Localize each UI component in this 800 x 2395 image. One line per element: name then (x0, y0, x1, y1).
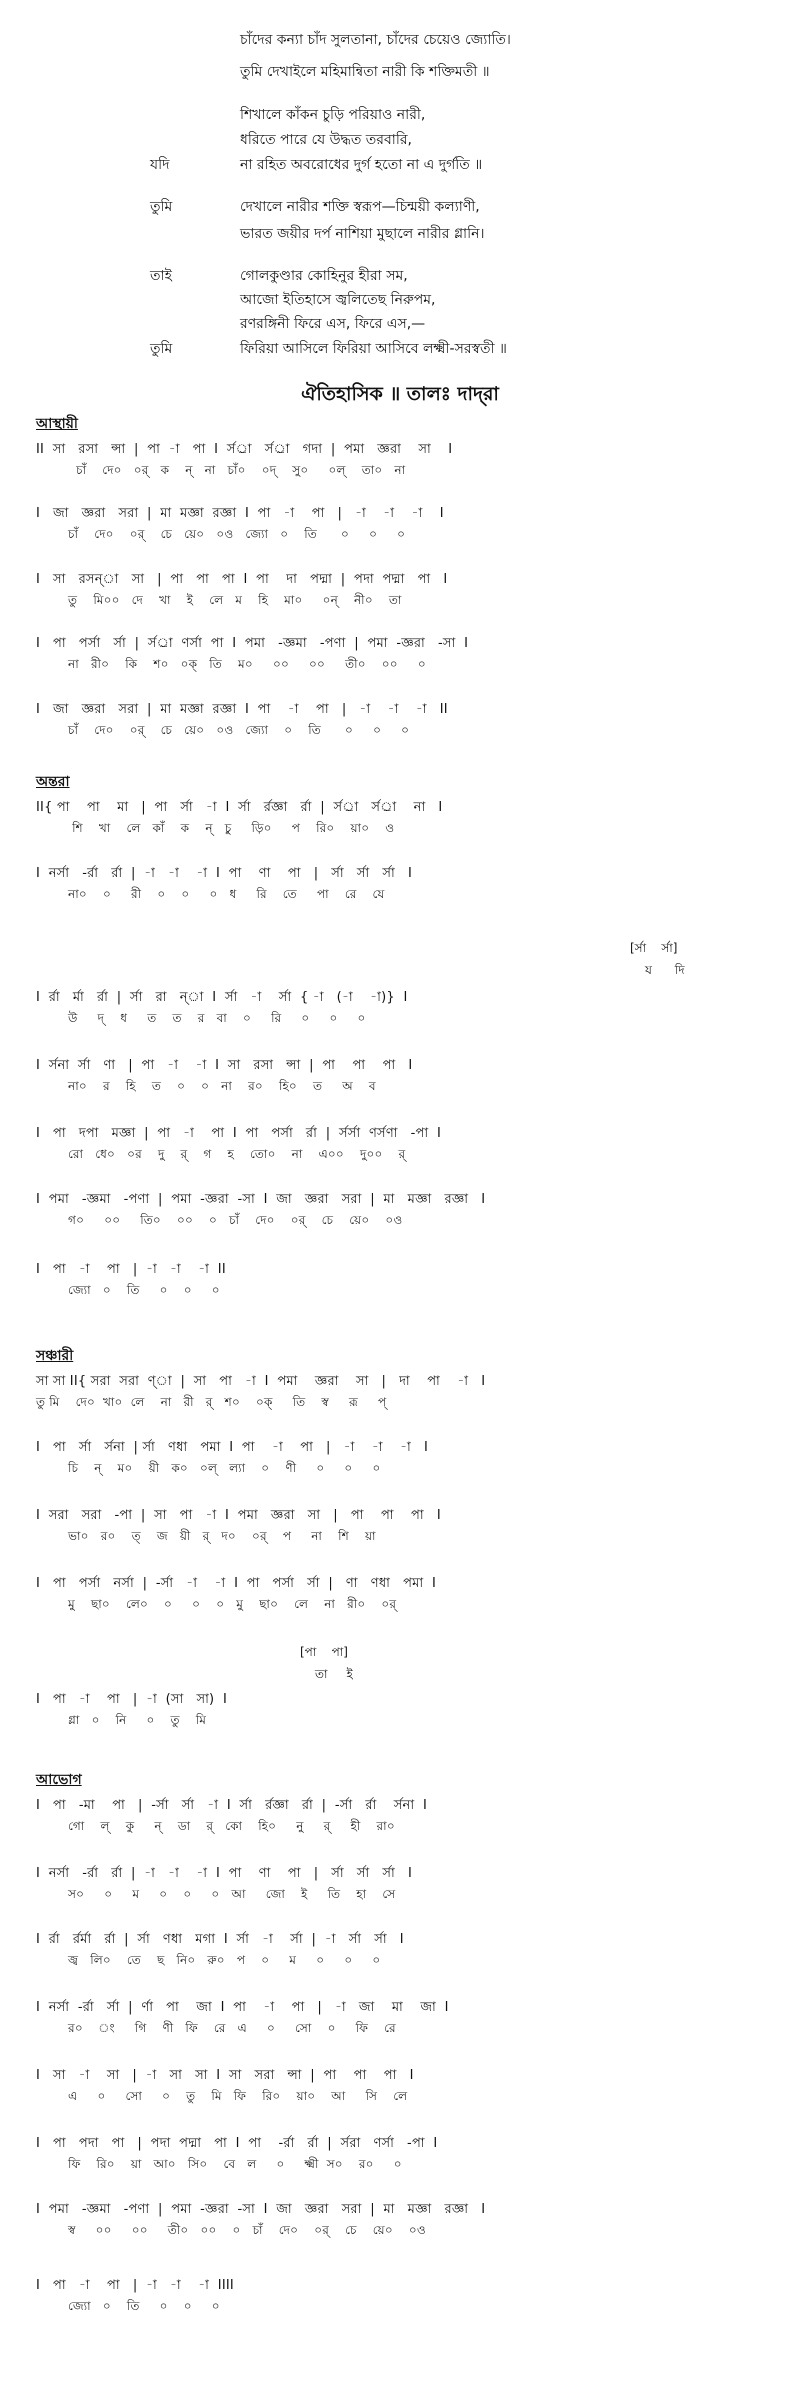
syllable-row: জ্ব লি০ তে ছ নি০ রু০ প ০ ম ০ ০ ০ (52, 1953, 381, 1967)
lyric-line (150, 337, 507, 361)
piece-title: ঐতিহাসিক ॥ তালঃ দাদ্‌রা (301, 383, 499, 405)
notation-row: I র্রা র্মা র্রা | র্সা রা ন্া I র্সা -া র্সা { -া (-া -া)} I (36, 990, 408, 1005)
aside-notes: [পা পা] (300, 1645, 348, 1659)
syllable-row: তু মি দে০ খা০ লে না রী র্ শ০ ০ক্ তি স্ব রূ প্ (36, 1395, 387, 1409)
section-heading-abhog: আভোগ (36, 1772, 82, 1788)
notation-row: I পা পদা পা | পদা পদ্মা পা I পা -র্রা র্রা | র্সরা ণর্সা -পা I (36, 2136, 438, 2151)
syllable-row: না রী০ কি শ০ ০ক্ তি ম০ ০০ ০০ তী০ ০০ ০ (52, 657, 426, 671)
lyric-prefix: তুমি (150, 199, 173, 215)
syllable-row: গো ল্ কু ন্ ডা র্ কো হি০ নু র্ হী রা০ (52, 1819, 395, 1833)
notation-row: II{ পা পা মা | পা র্সা -া I র্সা র্রজ্ঞা র্রা | র্সর্া র্সর্া না I (36, 800, 443, 815)
section-heading-asthayi: আস্থায়ী (36, 416, 78, 432)
syllable-row: গ্লা ০ নি ০ তু মি (52, 1713, 207, 1727)
lyric-text: দেখালে নারীর শক্তি স্বরূপ—চিন্ময়ী কল্যাণী, (240, 199, 480, 215)
lyric-line: ধরিতে পারে যে উদ্ধত তরবারি, (240, 132, 413, 148)
lyric-line: শিখালে কাঁকন চুড়ি পরিয়াও নারী, (240, 107, 426, 123)
notation-row: I পা পর্সা র্সা | র্সর্া ণর্সা পা I পমা -জ্ঞমা -পণা | পমা -জ্ঞরা -সা I (36, 636, 469, 651)
notation-row: I সা -া সা | -া সা সা I সা সরা ন্সা | পা পা পা I (36, 2068, 414, 2083)
notation-row: I নর্সা -র্রা র্রা | -া -া -া I পা ণা পা | র্সা র্সা র্সা I (36, 866, 412, 881)
lyric-line (150, 153, 483, 177)
notation-row: I পমা -জ্ঞমা -পণা | পমা -জ্ঞরা -সা I জা জ্ঞরা সরা | মা মজ্ঞা রজ্ঞা I (36, 1192, 486, 1207)
notation-row: I জা জ্ঞরা সরা | মা মজ্ঞা রজ্ঞা I পা -া পা | -া -া -া I (36, 506, 444, 521)
syllable-row: স০ ০ ম ০ ০ ০ আ জো ই তি হা সে (52, 1887, 396, 1901)
lyric-line: চাঁদের কন্যা চাঁদ সুলতানা, চাঁদের চেয়েও জ্যোতি। (240, 32, 511, 48)
aside-notes: [র্সা র্সা] (630, 941, 678, 955)
notation-row: I পা -া পা | -া (সা সা) I (36, 1692, 228, 1707)
syllable-row: গ০ ০০ তি০ ০০ ০ চাঁ দে০ ০র্ চে য়ে০ ০ও (52, 1213, 403, 1227)
notation-row: সা সা II{ সরা সরা ণ্া | সা পা -া I পমা জ্ঞরা সা | দা পা -া I (36, 1374, 486, 1389)
syllable-row: তু মি০০ দে খা ই লে ম হি মা০ ০ন্ নী০ তা (52, 593, 402, 607)
lyric-line: রণরঙ্গিনী ফিরে এস, ফিরে এস,— (240, 316, 426, 332)
notation-row: I পা র্সা র্সনা | র্সা ণধা পমা I পা -া পা | -া -া -া I (36, 1440, 429, 1455)
lyric-line: তুমি দেখাইলে মহিমান্বিতা নারী কি শক্তিমতী ॥ (240, 64, 490, 80)
notation-row: I পা দপা মজ্ঞা | পা -া পা I পা পর্সা র্রা | র্সর্সা ণর্সণা -পা I (36, 1126, 442, 1141)
syllable-row: মু ছা০ লে০ ০ ০ ০ মু ছা০ লে না রী০ ০র্ (52, 1597, 397, 1611)
syllable-row: ফি রি০ য়া আ০ সি০ বে ল ০ ক্ষ্মী স০ র০ ০ (52, 2157, 402, 2171)
syllable-row: না০ র হি ত ০ ০ না র০ হি০ ত অ ব (52, 1079, 376, 1093)
notation-row: I পা -া পা | -া -া -া II (36, 1262, 226, 1277)
syllable-row: চি ন্ ম০ য়ী ক০ ০ল্ ল্যা ০ ণী ০ ০ ০ (52, 1461, 381, 1475)
notation-row: I পা -মা পা | -র্সা র্সা -া I র্সা র্রজ্ঞা র্রা | -র্সা র্রা র্সনা I (36, 1798, 427, 1813)
syllable-row: চাঁ দে০ ০র্ চে য়ে০ ০ও জ্যো ০ তি ০ ০ ০ (52, 527, 406, 541)
notation-row: I পা পর্সা নর্সা | -র্সা -া -া I পা পর্সা র্সা | ণা ণধা পমা I (36, 1576, 436, 1591)
lyric-prefix: তাই (150, 268, 172, 284)
syllable-row: স্ব ০০ ০০ তী০ ০০ ০ চাঁ দে০ ০র্ চে য়ে০ ০ও (52, 2223, 426, 2237)
syllable-row: র০ ং গি ণী ফি রে এ ০ সো ০ ফি রে (52, 2021, 396, 2035)
lyric-line (150, 195, 480, 219)
syllable-row: জ্যো ০ তি ০ ০ ০ (52, 1283, 220, 1297)
section-heading-antara: অন্তরা (36, 774, 70, 790)
syllable-row: চাঁ দে০ ০র্ চে য়ে০ ০ও জ্যো ০ তি ০ ০ ০ (52, 723, 410, 737)
lyric-prefix: তুমি (150, 341, 173, 357)
notation-row: I র্রা র্রর্মা র্রা | র্সা ণধা মগা I র্সা -া র্সা | -া র্সা র্সা I (36, 1932, 404, 1947)
syllable-row: না০ ০ রী ০ ০ ০ ধ রি তে পা রে যে (52, 887, 385, 901)
lyric-line: আজো ইতিহাসে জ্বলিতেছ নিরুপম, (240, 292, 436, 308)
notation-row: I র্সনা র্সা ণা | পা -া -া I সা রসা ন্সা | পা পা পা I (36, 1058, 413, 1073)
syllable-row: জ্যো ০ তি ০ ০ ০ (52, 2299, 220, 2313)
notation-row: II সা রসা ন্সা | পা -া পা I র্সর্া র্সর্া গদা | পমা জ্ঞরা সা I (36, 442, 453, 457)
notation-row: I নর্সা -র্রা র্সা | র্ণা পা জা I পা -া পা | -া জা মা জা I (36, 2000, 449, 2015)
lyric-text: না রহিত অবরোধের দুর্গ হতো না এ দুর্গতি ॥ (240, 157, 483, 173)
notation-row: I সরা সরা -পা | সা পা -া I পমা জ্ঞরা সা | পা পা পা I (36, 1508, 441, 1523)
syllable-row: রো ধে০ ০র দু র্ গ হ তো০ না এ০০ দু০০ র্ (52, 1147, 406, 1161)
notation-row: I পমা -জ্ঞমা -পণা | পমা -জ্ঞরা -সা I জা জ্ঞরা সরা | মা মজ্ঞা রজ্ঞা I (36, 2202, 486, 2217)
lyric-text: ফিরিয়া আসিলে ফিরিয়া আসিবে লক্ষ্মী-সরস্বতী ॥ (240, 341, 507, 357)
syllable-row: ভা০ র০ ত্ জ য়ী র্ দ০ ০র্ প না শি য়া (52, 1529, 376, 1543)
section-heading-sanchari: সঞ্চারী (36, 1348, 74, 1364)
syllable-row: চাঁ দে০ ০র্ ক ন্ না চাঁ০ ০দ্ সু০ ০ল্ তা০ না (52, 463, 406, 477)
lyric-line: ভারত জয়ীর দর্প নাশিয়া মুছালে নারীর গ্লানি। (240, 226, 485, 242)
notation-row: I পা -া পা | -া -া -া IIII (36, 2278, 234, 2293)
lyric-text: গোলকুণ্ডার কোহিনুর হীরা সম, (240, 268, 408, 284)
syllable-row: এ ০ সো ০ তু মি ফি রি০ য়া০ আ সি লে (52, 2089, 408, 2103)
lyric-prefix: যদি (150, 157, 170, 173)
lyric-line (150, 264, 408, 288)
notation-row: I নর্সা -র্রা র্রা | -া -া -া I পা ণা পা | র্সা র্সা র্সা I (36, 1866, 412, 1881)
aside-syllables: য দি (645, 963, 685, 977)
syllable-row: শি খা লে কাঁ ক ন্ চু ড়ি০ প রি০ য়া০ ও (52, 821, 395, 835)
notation-row: I জা জ্ঞরা সরা | মা মজ্ঞা রজ্ঞা I পা -া পা | -া -া -া II (36, 702, 448, 717)
syllable-row: উ দ্ ধ ত ত র বা ০ রি ০ ০ ০ (52, 1011, 366, 1025)
aside-syllables: তা ই (315, 1667, 353, 1681)
notation-row: I সা রসন্া সা | পা পা পা I পা দা পদ্মা | পদা পদ্মা পা I (36, 572, 448, 587)
